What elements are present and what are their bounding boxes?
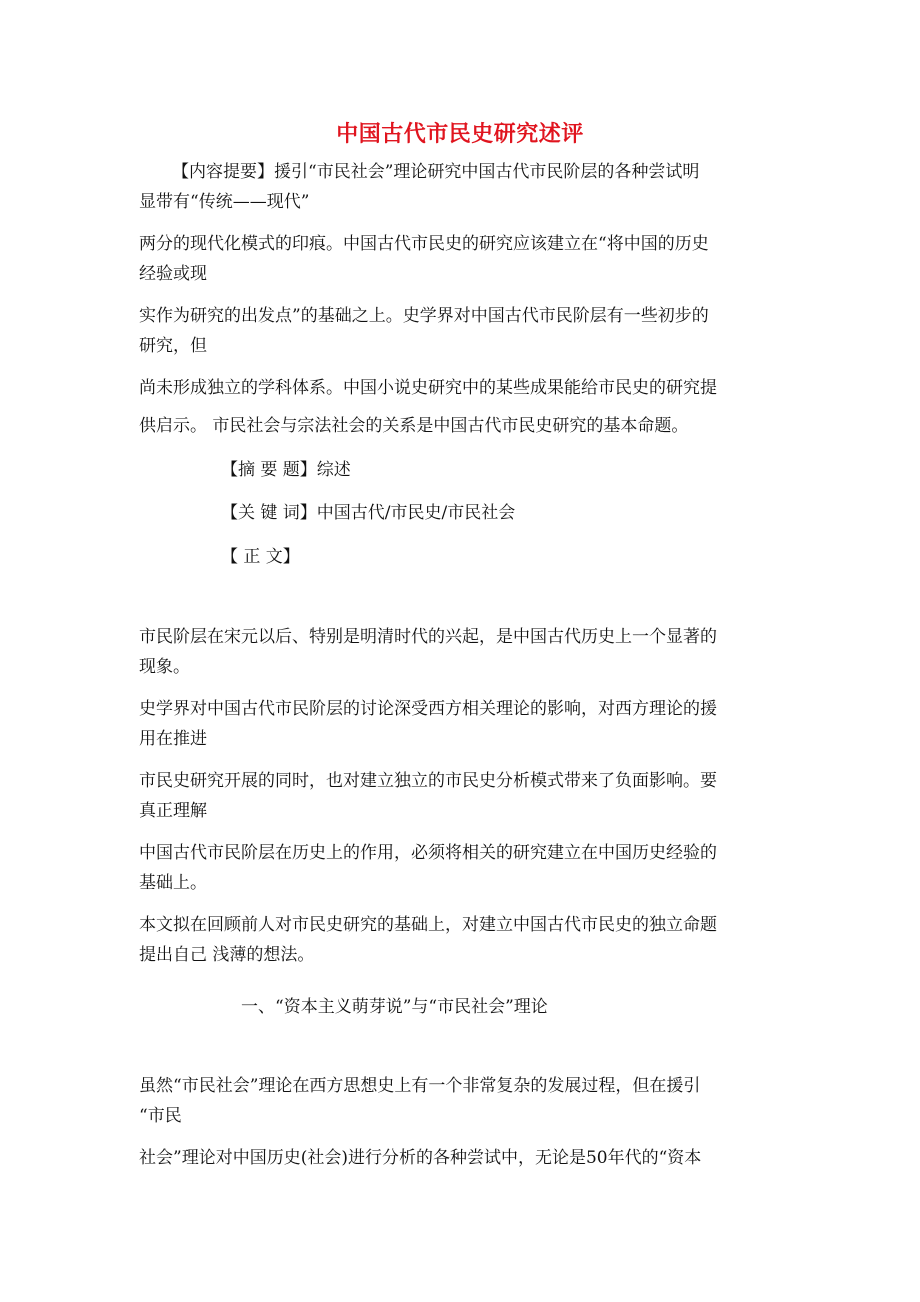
intro-line: 中国古代市民阶层在历史上的作用，必须将相关的研究建立在中国历史经验的	[139, 843, 717, 863]
abstract-line: 尚未形成独立的学科体系。中国小说史研究中的某些成果能给市民史的研究提	[139, 378, 717, 398]
intro-line: 真正理解	[139, 801, 207, 821]
summary-line: 【摘 要 题】综述	[221, 460, 351, 480]
abstract-line: 经验或现	[139, 264, 207, 284]
abstract-line: 供启示。 市民社会与宗法社会的关系是中国古代市民史研究的基本命题。	[139, 416, 689, 436]
section-line: 虽然“市民社会”理论在西方思想史上有一个非常复杂的发展过程，但在援引	[139, 1076, 701, 1096]
section-line: 社会”理论对中国历史(社会)进行分析的各种尝试中，无论是50年代的“资本	[139, 1148, 702, 1168]
abstract-line: 显带有“传统——现代”	[139, 192, 310, 212]
intro-line: 本文拟在回顾前人对市民史研究的基础上，对建立中国古代市民史的独立命题	[139, 915, 717, 935]
intro-line: 基础上。	[139, 873, 207, 893]
keywords-line: 【关 键 词】中国古代/市民史/市民社会	[221, 503, 516, 523]
abstract-line: 两分的现代化模式的印痕。中国古代市民史的研究应该建立在“将中国的历史	[139, 234, 709, 254]
section-heading: 一、“资本主义萌芽说”与“市民社会”理论	[241, 997, 548, 1017]
intro-line: 市民史研究开展的同时，也对建立独立的市民史分析模式带来了负面影响。要	[139, 771, 717, 791]
abstract-line: 研究，但	[139, 336, 207, 356]
body-label: 【 正 文】	[221, 547, 300, 567]
intro-line: 提出自己 浅薄的想法。	[139, 945, 315, 965]
section-line: “市民	[139, 1106, 182, 1126]
intro-line: 用在推进	[139, 729, 207, 749]
intro-line: 市民阶层在宋元以后、特别是明清时代的兴起，是中国古代历史上一个显著的	[139, 627, 717, 647]
document-title: 中国古代市民史研究述评	[336, 122, 584, 147]
intro-line: 现象。	[139, 657, 190, 677]
intro-line: 史学界对中国古代市民阶层的讨论深受西方相关理论的影响，对西方理论的援	[139, 699, 717, 719]
abstract-line: 【内容提要】援引“市民社会”理论研究中国古代市民阶层的各种尝试明	[172, 162, 700, 182]
abstract-line: 实作为研究的出发点”的基础之上。史学界对中国古代市民阶层有一些初步的	[139, 306, 709, 326]
